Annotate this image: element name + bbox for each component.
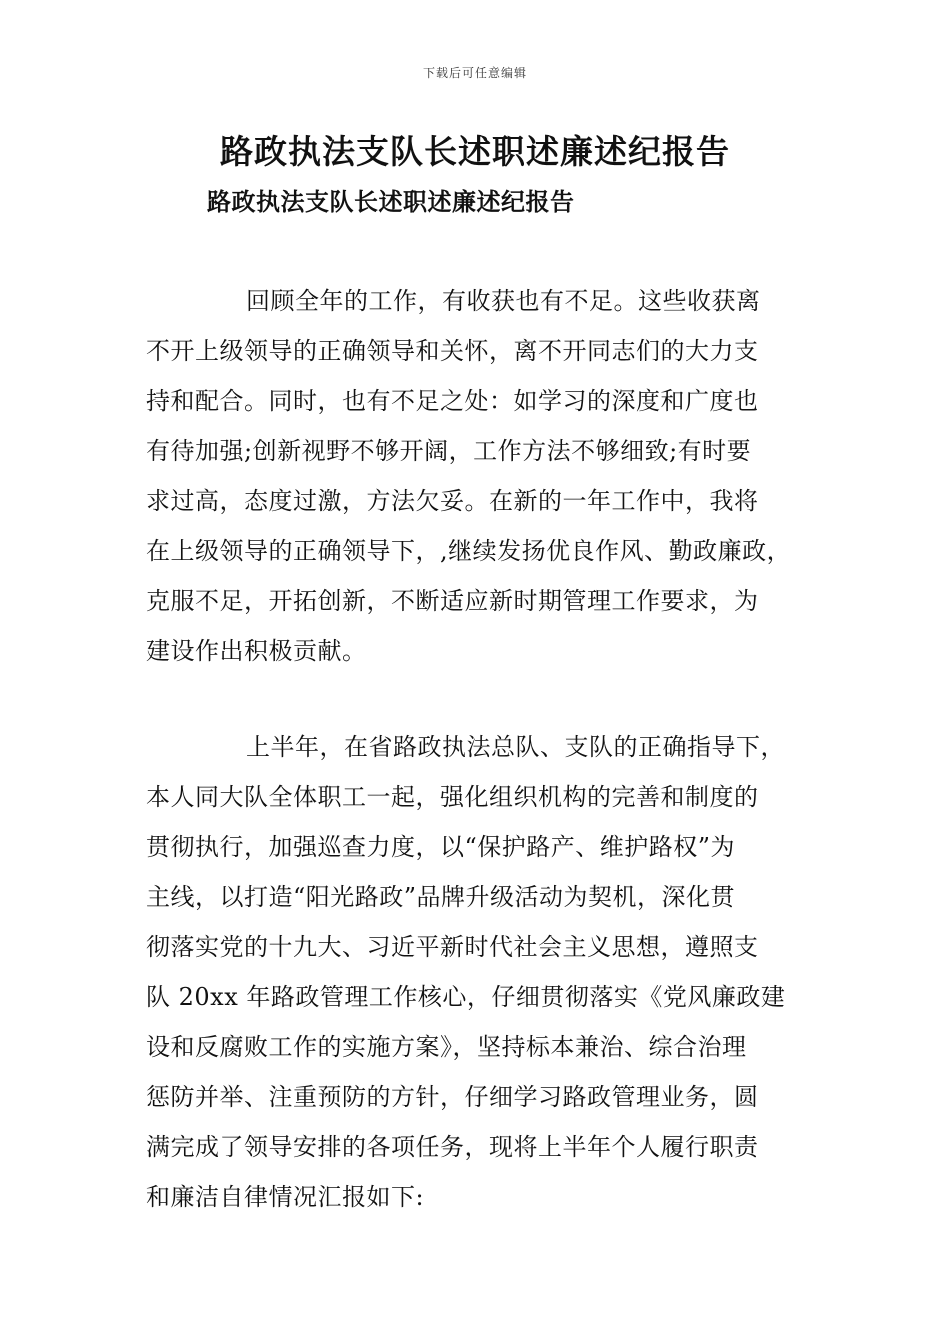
paragraph-1 — [146, 276, 816, 676]
paragraph-line: 有待加强;创新视野不够开阔，工作方法不够细致;有时要 — [146, 437, 752, 465]
paragraph-line: 持和配合。同时，也有不足之处：如学习的深度和广度也 — [146, 387, 759, 415]
paragraph-line: 队 20xx 年路政管理工作核心，仔细贯彻落实《党风廉政建 — [146, 983, 786, 1011]
paragraph-line: 设和反腐败工作的实施方案》，坚持标本兼治、综合治理 — [146, 1033, 747, 1061]
paragraph-line: 主线，以打造“阳光路政”品牌升级活动为契机，深化贯 — [146, 883, 736, 911]
paragraph-line: 克服不足，开拓创新，不断适应新时期管理工作要求，为 — [146, 587, 759, 615]
paragraph-line: 建设作出积极贡献。 — [146, 637, 367, 665]
paragraph-2 — [146, 722, 816, 1222]
paragraph-line: 不开上级领导的正确领导和关怀，离不开同志们的大力支 — [146, 337, 759, 365]
paragraph-line: 上半年，在省路政执法总队、支队的正确指导下， — [246, 733, 785, 761]
paragraph-line: 满完成了领导安排的各项任务，现将上半年个人履行职责 — [146, 1133, 759, 1161]
paragraph-line: 和廉洁自律情况汇报如下: — [146, 1183, 425, 1211]
paragraph-line: 彻落实党的十九大、习近平新时代社会主义思想，遵照支 — [146, 933, 759, 961]
paragraph-line: 本人同大队全体职工一起，强化组织机构的完善和制度的 — [146, 783, 759, 811]
paragraph-line: 贯彻执行，加强巡查力度，以“保护路产、维护路权”为 — [146, 833, 736, 861]
header-note: 下载后可任意编辑 — [422, 66, 527, 80]
document-subtitle: 路政执法支队长述职述廉述纪报告 — [207, 187, 575, 216]
paragraph-line: 惩防并举、注重预防的方针，仔细学习路政管理业务，圆 — [146, 1083, 759, 1111]
paragraph-line: 求过高，态度过激，方法欠妥。在新的一年工作中，我将 — [146, 487, 759, 515]
paragraph-line: 在上级领导的正确领导下，,继续发扬优良作风、勤政廉政， — [146, 537, 792, 565]
paragraph-line: 回顾全年的工作，有收获也有不足。这些收获离 — [246, 287, 761, 315]
document-title: 路政执法支队长述职述廉述纪报告 — [220, 132, 730, 171]
